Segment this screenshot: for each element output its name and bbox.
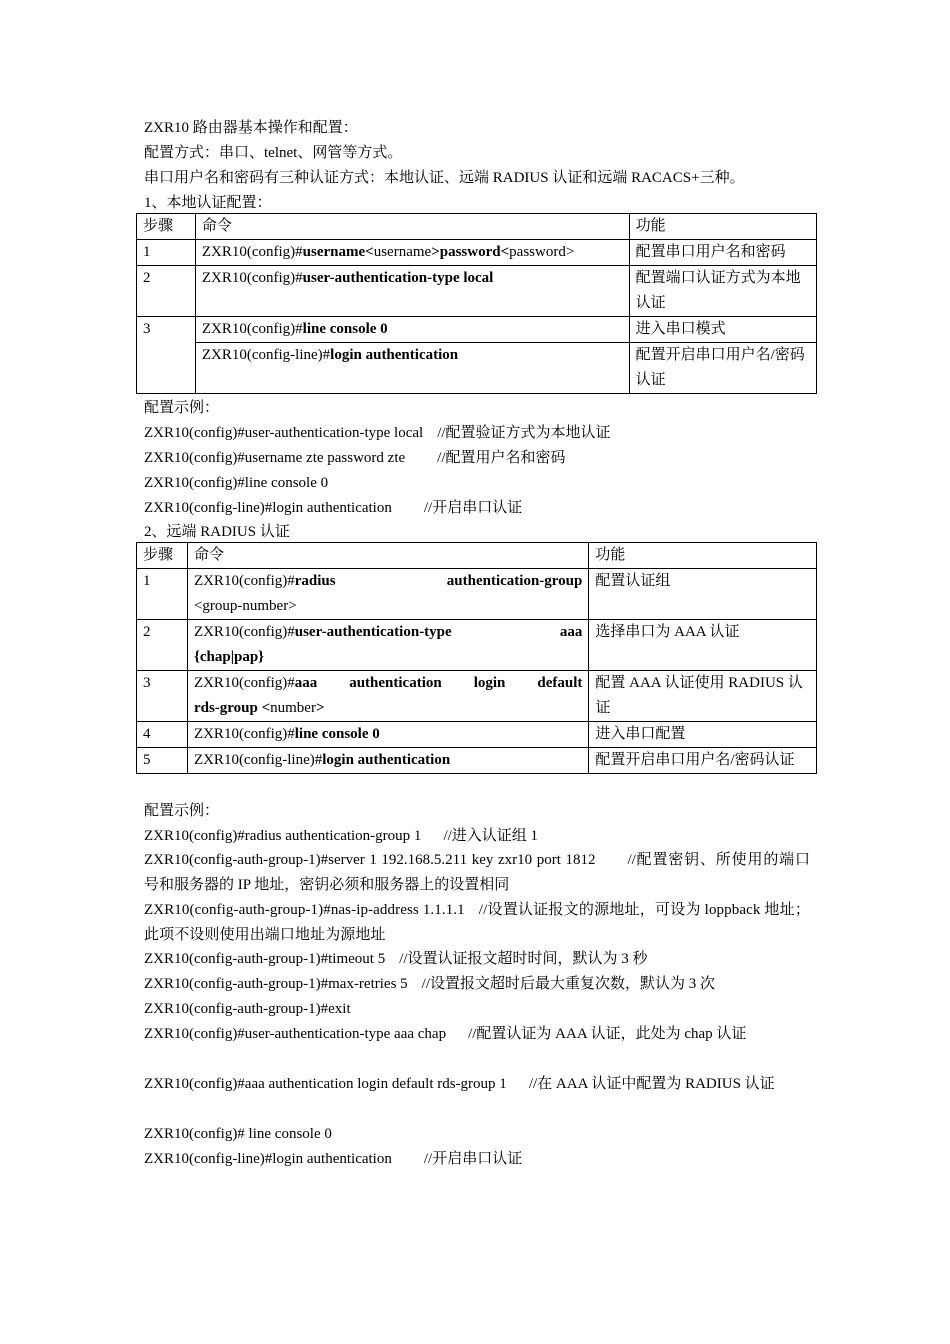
example-line: ZXR10(config-auth-group-1)#exit	[144, 1001, 351, 1017]
header-command: 命令	[195, 214, 629, 240]
section2-heading: 2、远端 RADIUS 认证	[144, 524, 290, 540]
section1-heading: 1、本地认证配置：	[144, 195, 272, 211]
step-cell: 1	[137, 569, 188, 620]
table-row	[137, 317, 817, 343]
function-cell: 配置端口认证方式为本地认证	[629, 266, 816, 317]
example-line: ZXR10(config-auth-group-1)#server 1 192.168.5.211 key zxr10 port 1812 //配置密钥、所使用的端口号和服务器的 IP 地址，密钥必须和服务器上的设置相同	[144, 852, 810, 893]
step-cell: 2	[137, 266, 196, 317]
local-auth-table	[136, 213, 817, 394]
header-function: 功能	[589, 543, 817, 569]
function-cell: 进入串口模式	[629, 317, 816, 343]
table-row	[137, 569, 817, 620]
table-row	[137, 343, 817, 394]
command-cell: ZXR10(config)#line console 0	[187, 722, 588, 748]
function-cell: 配置 AAA 认证使用 RADIUS 认证	[589, 671, 817, 722]
example-line: ZXR10(config)#user-authentication-type aaa chap //配置认证为 AAA 认证，此处为 chap 认证	[144, 1026, 747, 1042]
command-cell: ZXR10(config)#radius authentication-group <group-number>	[187, 569, 588, 620]
table-row	[137, 671, 817, 722]
function-cell: 选择串口为 AAA 认证	[589, 620, 817, 671]
step-cell: 3	[137, 317, 196, 394]
example-line: ZXR10(config)#line console 0	[144, 475, 329, 491]
example-line: ZXR10(config)# line console 0	[144, 1126, 332, 1142]
step-cell: 5	[137, 748, 188, 774]
example-line: ZXR10(config)#user-authentication-type local //配置验证方式为本地认证	[144, 425, 611, 441]
command-cell: ZXR10(config-line)#login authentication	[195, 343, 629, 394]
command-cell: ZXR10(config-line)#login authentication	[187, 748, 588, 774]
table-row	[137, 620, 817, 671]
function-cell: 配置开启串口用户名/密码认证	[589, 748, 817, 774]
header-function: 功能	[629, 214, 816, 240]
table-header-row	[137, 543, 817, 569]
header-step: 步骤	[137, 214, 196, 240]
config-methods-text: 配置方式：串口、telnet、网管等方式。	[144, 145, 403, 161]
function-cell: 配置串口用户名和密码	[629, 240, 816, 266]
table-row	[137, 266, 817, 317]
example-line: ZXR10(config-auth-group-1)#nas-ip-address 1.1.1.1 //设置认证报文的源地址，可设为 loppback 地址；此项不设则使用出端口地址为源地址	[144, 902, 810, 943]
doc-title: ZXR10 路由器基本操作和配置：	[144, 120, 358, 136]
section2-example-label: 配置示例：	[144, 803, 220, 819]
table-row	[137, 748, 817, 774]
command-cell: ZXR10(config)#user-authentication-type aaa {chap|pap}	[187, 620, 588, 671]
step-cell: 1	[137, 240, 196, 266]
example-line: ZXR10(config-line)#login authentication //开启串口认证	[144, 1151, 523, 1167]
table-header-row	[137, 214, 817, 240]
command-cell: ZXR10(config)#line console 0	[195, 317, 629, 343]
command-cell: ZXR10(config)#aaa authentication login default rds-group <number>	[187, 671, 588, 722]
example-line: ZXR10(config-line)#login authentication //开启串口认证	[144, 500, 523, 516]
table-row	[137, 722, 817, 748]
function-cell: 进入串口配置	[589, 722, 817, 748]
step-cell: 4	[137, 722, 188, 748]
example-line: ZXR10(config)#username zte password zte //配置用户名和密码	[144, 450, 566, 466]
command-cell: ZXR10(config)#username<username>password<password>	[195, 240, 629, 266]
step-cell: 2	[137, 620, 188, 671]
section1-example-label: 配置示例：	[144, 400, 220, 416]
radius-auth-table	[136, 542, 817, 774]
auth-methods-text: 串口用户名和密码有三种认证方式：本地认证、远端 RADIUS 认证和远端 RACACS+三种。	[144, 170, 745, 186]
step-cell: 3	[137, 671, 188, 722]
table-row	[137, 240, 817, 266]
header-step: 步骤	[137, 543, 188, 569]
example-line: ZXR10(config-auth-group-1)#timeout 5 //设置认证报文超时时间，默认为 3 秒	[144, 951, 648, 967]
function-cell: 配置开启串口用户名/密码认证	[629, 343, 816, 394]
function-cell: 配置认证组	[589, 569, 817, 620]
example-line: ZXR10(config-auth-group-1)#max-retries 5 //设置报文超时后最大重复次数，默认为 3 次	[144, 976, 716, 992]
command-cell: ZXR10(config)#user-authentication-type local	[195, 266, 629, 317]
example-line: ZXR10(config)#radius authentication-group 1 //进入认证组 1	[144, 828, 539, 844]
header-command: 命令	[187, 543, 588, 569]
example-line: ZXR10(config)#aaa authentication login default rds-group 1 //在 AAA 认证中配置为 RADIUS 认证	[144, 1076, 775, 1092]
